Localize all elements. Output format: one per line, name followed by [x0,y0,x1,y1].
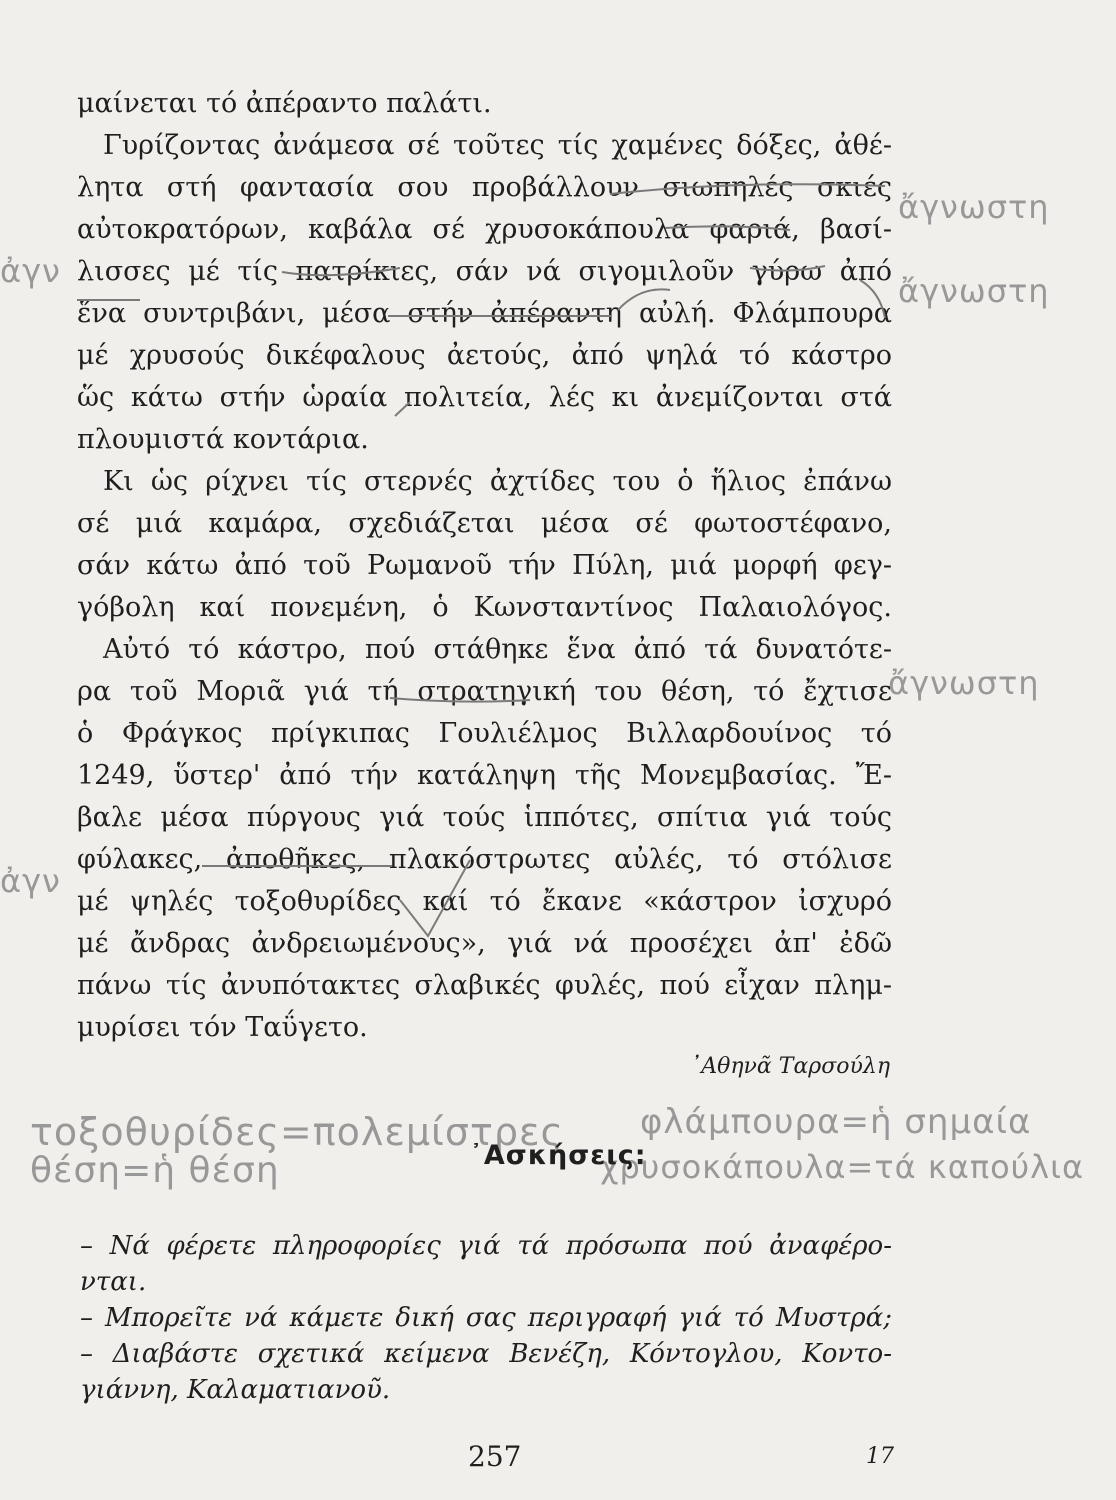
exercise-line: γιάννη, Καλαματιανοῦ. [80,1375,391,1405]
page-number: 257 [468,1440,522,1473]
text-line: λητα στή φαντασία σου προβάλλουν σιωπηλές σκιές [77,172,892,203]
text-line: αὐτοκρατόρων, καβάλα σέ χρυσοκάπουλα φαριά, βασί- [77,214,892,245]
handwritten-note: φλάμπουρα=ἡ σημαία [640,1102,1032,1142]
text-line: σάν κάτω ἀπό τοῦ Ρωμανοῦ τήν Πύλη, μιά μορφή φεγ- [77,550,892,581]
margin-note: ἄγνωστη [898,188,1050,226]
text-line: ὁ Φράγκος πρίγκιπας Γουλιέλμος Βιλλαρδουίνος τό [77,718,892,749]
text-line: Κι ὡς ρίχνει τίς στερνές ἀχτίδες του ὁ ἥλιος ἐπάνω [103,466,892,497]
text-line: μέ χρυσούς δικέφαλους ἀετούς, ἀπό ψηλά τό κάστρο [77,340,892,371]
text-line: βαλε μέσα πύργους γιά τούς ἱππότες, σπίτια γιά τούς [77,802,892,833]
handwritten-note: τοξοθυρίδες=πολεμίστρες [30,1110,564,1154]
handwritten-note: χρυσοκάπουλα=τά καπούλια [600,1148,1085,1186]
text-line: μέ ψηλές τοξοθυρίδες καί τό ἔκανε «κάστρον ἰσχυρό [77,886,892,917]
text-line: γόβολη καί πονεμένη, ὁ Κωνσταντίνος Παλαιολόγος. [77,592,892,623]
signature-mark: 17 [866,1444,894,1469]
author-signature: ᾿Αθηνᾶ Ταρσούλη [690,1054,890,1079]
margin-note: ἄγνωστη [888,664,1040,702]
text-line: πάνω τίς ἀνυπότακτες σλαβικές φυλές, πού εἶχαν πλημ- [77,970,892,1001]
exercise-line: – Νά φέρετε πληροφορίες γιά τά πρόσωπα πού ἀναφέρο- [80,1231,892,1261]
margin-note: ἀγν [0,862,61,900]
text-line: Γυρίζοντας ἀνάμεσα σέ τοῦτες τίς χαμένες δόξες, ἀθέ- [103,130,892,161]
text-line: ἕνα συντριβάνι, μέσα στήν ἀπέραντη αὐλή. Φλάμπουρα [77,298,892,329]
text-line: μυρίσει τόν Ταΰγετο. [77,1012,368,1043]
text-line: μέ ἄνδρας ἀνδρειωμένους», γιά νά προσέχει ἀπ' ἐδῶ [77,928,892,959]
text-line: Αὐτό τό κάστρο, πού στάθηκε ἕνα ἀπό τά δυνατότε- [103,634,892,665]
exercise-line: νται. [80,1267,147,1297]
margin-note: ἄγνωστη [898,272,1050,310]
text-line: σέ μιά καμάρα, σχεδιάζεται μέσα σέ φωτοστέφανο, [77,508,892,539]
text-line: ὥς κάτω στήν ὡραία πολιτεία, λές κι ἀνεμίζονται στά [77,382,892,413]
text-line: λισσες μέ τίς πατρίκιες, σάν νά σιγομιλοῦν γύρω ἀπό [77,256,892,287]
text-line: 1249, ὕστερ' ἀπό τήν κατάληψη τῆς Μονεμβασίας. Ἔ- [77,760,892,791]
text-line: μαίνεται τό ἀπέραντο παλάτι. [77,88,492,119]
text-line: φύλακες, ἀποθῆκες, πλακόστρωτες αὐλές, τό στόλισε [77,844,892,875]
handwritten-note: θέση=ἡ θέση [30,1150,280,1191]
exercise-line: – Μπορεῖτε νά κάμετε δική σας περιγραφή γιά τό Μυστρά; [80,1303,892,1333]
text-line: ρα τοῦ Μοριᾶ γιά τή στρατηγική του θέση, τό ἔχτισε [77,676,892,707]
margin-note: ἀγν [0,252,61,290]
text-line: πλουμιστά κοντάρια. [77,424,369,455]
exercises-heading: ᾿Ασκήσεις: [469,1140,647,1171]
exercise-line: – Διαβάστε σχετικά κείμενα Βενέζη, Κόντογλου, Κοντο- [80,1339,892,1369]
